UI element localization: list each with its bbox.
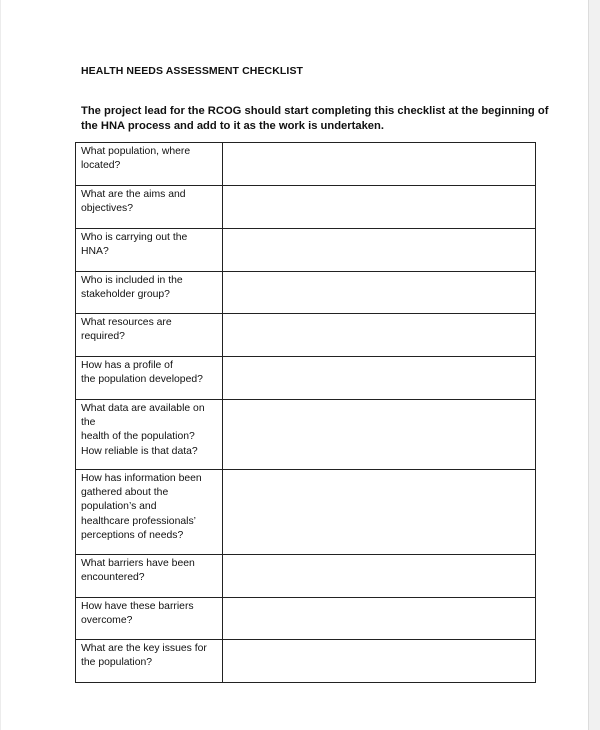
table-row xyxy=(76,314,536,357)
document-title: HEALTH NEEDS ASSESSMENT CHECKLIST xyxy=(81,65,304,77)
table-row xyxy=(76,229,536,272)
question-text: What are the aims and objectives? xyxy=(81,189,186,215)
question-text: How has information been gathered about the population’s and healthcare professionals’ perceptions of needs? xyxy=(81,473,202,541)
answer-cell[interactable] xyxy=(223,143,536,186)
answer-cell[interactable] xyxy=(223,400,536,470)
answer-cell[interactable] xyxy=(223,470,536,555)
intro-paragraph: The project lead for the RCOG should start completing this checklist at the beginning of the HNA process and add to it as the work is undertaken. xyxy=(81,105,549,132)
document-page xyxy=(1,0,589,730)
table-row xyxy=(76,357,536,400)
table-row xyxy=(76,640,536,683)
question-cell xyxy=(76,272,223,314)
scrollbar[interactable] xyxy=(588,0,600,730)
question-text: What population, where located? xyxy=(81,146,191,172)
question-cell xyxy=(76,555,223,598)
question-text: What data are available on the health of the population? How reliable is that data? xyxy=(81,403,205,457)
question-cell xyxy=(76,314,223,357)
table-row xyxy=(76,470,536,555)
answer-cell[interactable] xyxy=(223,598,536,640)
table-row xyxy=(76,400,536,470)
question-text: What resources are required? xyxy=(81,317,172,343)
answer-cell[interactable] xyxy=(223,314,536,357)
table-row xyxy=(76,555,536,598)
question-text: How has a profile of the population developed? xyxy=(81,360,203,386)
question-cell xyxy=(76,640,223,683)
answer-cell[interactable] xyxy=(223,229,536,272)
question-text: How have these barriers overcome? xyxy=(81,601,194,627)
answer-cell[interactable] xyxy=(223,357,536,400)
question-text: Who is carrying out the HNA? xyxy=(81,232,188,258)
table-row xyxy=(76,186,536,229)
answer-cell[interactable] xyxy=(223,555,536,598)
question-text: What are the key issues for the population? xyxy=(81,643,207,669)
question-cell xyxy=(76,470,223,555)
question-cell xyxy=(76,229,223,272)
question-cell xyxy=(76,143,223,186)
question-cell xyxy=(76,357,223,400)
table-row xyxy=(76,598,536,640)
question-text: What barriers have been encountered? xyxy=(81,558,195,584)
answer-cell[interactable] xyxy=(223,272,536,314)
table-row xyxy=(76,143,536,186)
question-text: Who is included in the stakeholder group? xyxy=(81,275,183,301)
question-cell xyxy=(76,400,223,470)
question-cell xyxy=(76,598,223,640)
answer-cell[interactable] xyxy=(223,640,536,683)
answer-cell[interactable] xyxy=(223,186,536,229)
question-cell xyxy=(76,186,223,229)
checklist-table xyxy=(75,142,536,683)
table-row xyxy=(76,272,536,314)
